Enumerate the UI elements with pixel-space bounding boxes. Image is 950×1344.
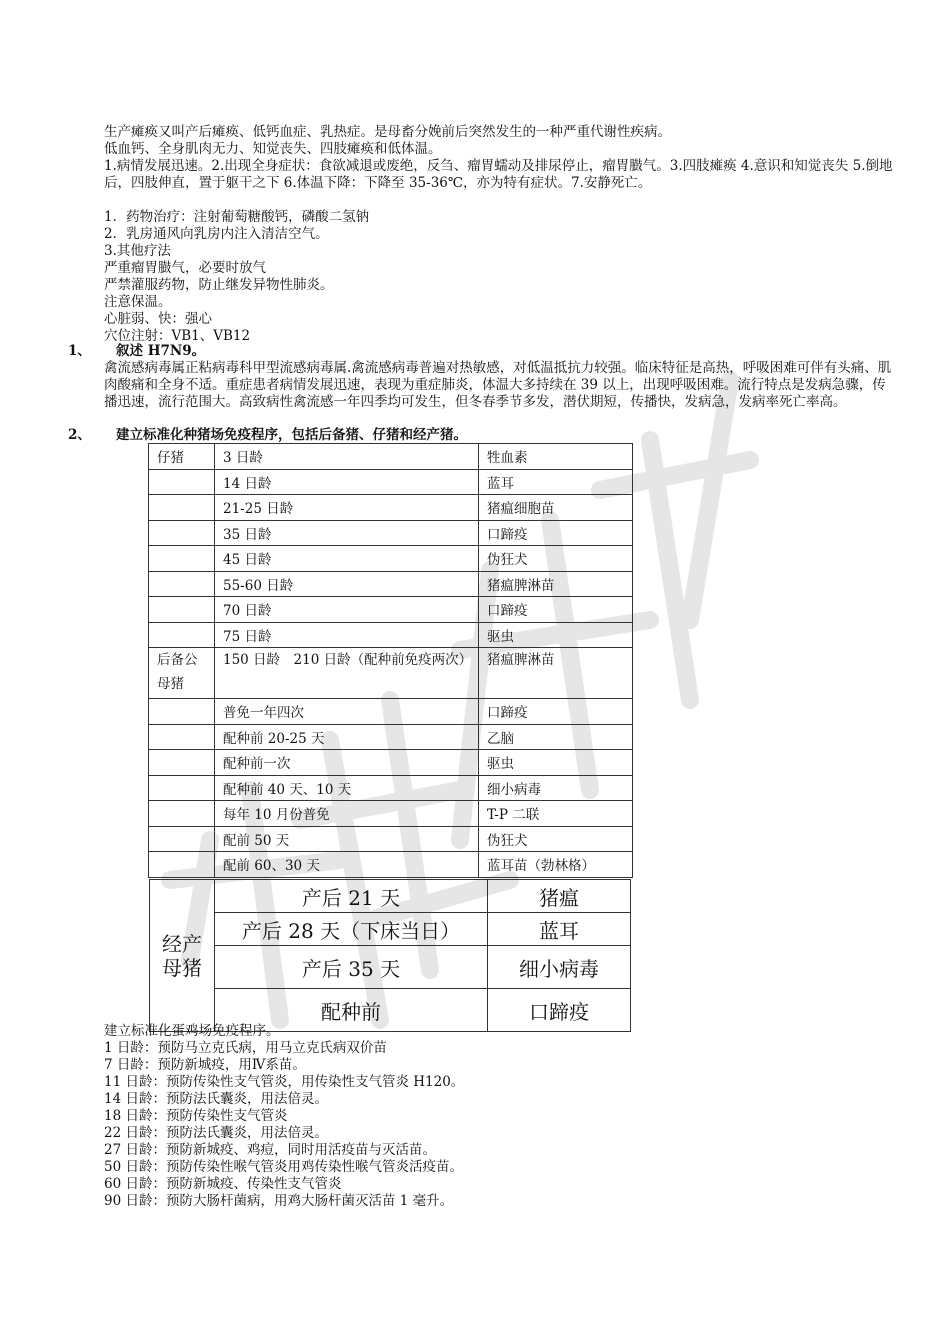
vaccine-cell: 口蹄疫 [479, 699, 633, 725]
vaccine-cell: 猪瘟脾淋苗 [479, 648, 633, 699]
age-cell: 配种前 40 天、10 天 [215, 775, 479, 801]
group-cell [149, 826, 215, 852]
group-cell [149, 546, 215, 572]
group-cell [149, 571, 215, 597]
group-cell [149, 699, 215, 725]
chicken-line: 18 日龄：预防传染性支气管炎 [104, 1108, 288, 1124]
piglet-immunization-table [148, 443, 633, 878]
age-cell: 配前 50 天 [215, 826, 479, 852]
section-2-number: 2、 [68, 427, 91, 443]
age-cell: 75 日龄 [215, 622, 479, 648]
table-row [149, 444, 633, 470]
chicken-line: 22 日龄：预防法氏囊炎，用法倍灵。 [104, 1125, 328, 1141]
chicken-line: 60 日龄：预防新城疫、传染性支气管炎 [104, 1176, 342, 1192]
age-cell: 配种前 20-25 天 [215, 724, 479, 750]
age-cell: 3 日龄 [215, 444, 479, 470]
treatment-7: 心脏弱、快：强心 [104, 311, 212, 327]
treatment-8: 穴位注射：VB1、VB12 [104, 328, 251, 344]
group-cell [149, 622, 215, 648]
sow-vaccine-cell: 口蹄疫 [488, 989, 631, 1032]
sow-vaccine-cell: 细小病毒 [488, 946, 631, 989]
table-row [149, 597, 633, 623]
vaccine-cell: 猪瘟细胞苗 [479, 495, 633, 521]
table-row [149, 622, 633, 648]
treatment-1: 1．药物治疗：注射葡萄糖酸钙，磷酸二氢钠 [104, 209, 370, 225]
sow-time-cell: 产后 28 天（下床当日） [215, 913, 488, 946]
group-cell [149, 469, 215, 495]
section-1-title: 叙述 H7N9。 [116, 343, 206, 359]
chicken-line: 7 日龄：预防新城疫，用Ⅳ系苗。 [104, 1057, 306, 1073]
vaccine-cell: 驱虫 [479, 750, 633, 776]
chicken-line: 50 日龄：预防传染性喉气管炎用鸡传染性喉气管炎活疫苗。 [104, 1159, 463, 1175]
table-row [149, 750, 633, 776]
sow-time-cell: 产后 35 天 [215, 946, 488, 989]
sow-time-cell: 产后 21 天 [215, 880, 488, 913]
section-2-title: 建立标准化种猪场免疫程序，包括后备猪、仔猪和经产猪。 [116, 427, 467, 443]
chicken-line: 14 日龄：预防法氏囊炎，用法倍灵。 [104, 1091, 328, 1107]
table-row [149, 775, 633, 801]
vaccine-cell: 伪狂犬 [479, 546, 633, 572]
vaccine-cell: 细小病毒 [479, 775, 633, 801]
table-row [149, 699, 633, 725]
chicken-line: 27 日龄：预防新城疫、鸡痘，同时用活疫苗与灭活苗。 [104, 1142, 436, 1158]
age-cell: 21-25 日龄 [215, 495, 479, 521]
age-cell: 每年 10 月份普免 [215, 801, 479, 827]
symptoms-paragraph: 1.病情发展迅速。2.出现全身症状：食欲减退或废绝，反刍、瘤胃蠕动及排尿停止，瘤胃臌气。3.四肢瘫痪 4.意识和知觉丧失 5.倒地后，四肢伸直，置于躯干之下 6.体温下降：下降至 35-36℃，亦为特有症状。7.安静死亡。 [104, 158, 893, 191]
sow-group-label: 经产母猪 [150, 880, 215, 1032]
table-row [149, 852, 633, 878]
table-row [149, 546, 633, 572]
table-row [149, 571, 633, 597]
group-cell [149, 852, 215, 878]
vaccine-cell: 蓝耳 [479, 469, 633, 495]
chicken-title: 建立标准化蛋鸡场免疫程序。 [104, 1023, 280, 1039]
group-cell [149, 495, 215, 521]
vaccine-cell: 猪瘟脾淋苗 [479, 571, 633, 597]
sow-vaccine-cell: 蓝耳 [488, 913, 631, 946]
sow-immunization-table [149, 879, 631, 1032]
chicken-line: 11 日龄：预防传染性支气管炎，用传染性支气管炎 H120。 [104, 1074, 465, 1090]
vaccine-cell: T-P 二联 [479, 801, 633, 827]
intro-line-1: 生产瘫痪又叫产后瘫痪、低钙血症、乳热症。是母畜分娩前后突然发生的一种严重代谢性疾病。 [104, 124, 671, 140]
treatment-2: 2．乳房通风向乳房内注入清洁空气。 [104, 226, 329, 242]
vaccine-cell: 口蹄疫 [479, 520, 633, 546]
age-cell: 45 日龄 [215, 546, 479, 572]
group-cell [149, 775, 215, 801]
vaccine-cell: 牲血素 [479, 444, 633, 470]
table-row [149, 469, 633, 495]
group-cell [149, 750, 215, 776]
table-row [149, 801, 633, 827]
age-cell: 配种前一次 [215, 750, 479, 776]
table-row [149, 648, 633, 699]
age-cell: 55-60 日龄 [215, 571, 479, 597]
section-1-number: 1、 [68, 343, 91, 359]
vaccine-cell: 乙脑 [479, 724, 633, 750]
table-row [149, 495, 633, 521]
age-cell: 70 日龄 [215, 597, 479, 623]
chicken-line: 90 日龄：预防大肠杆菌病，用鸡大肠杆菌灭活苗 1 毫升。 [104, 1193, 454, 1209]
group-cell [149, 520, 215, 546]
sow-time-cell: 配种前 [215, 989, 488, 1032]
age-cell: 35 日龄 [215, 520, 479, 546]
treatment-4: 严重瘤胃臌气，必要时放气 [104, 260, 266, 276]
group-cell [149, 801, 215, 827]
age-cell: 14 日龄 [215, 469, 479, 495]
age-cell: 150 日龄 210 日龄（配种前免疫两次） [215, 648, 479, 699]
group-cell: 仔猪 [149, 444, 215, 470]
table-row [149, 724, 633, 750]
table-row [149, 520, 633, 546]
vaccine-cell: 伪狂犬 [479, 826, 633, 852]
vaccine-cell: 口蹄疫 [479, 597, 633, 623]
treatment-6: 注意保温。 [104, 294, 172, 310]
vaccine-cell: 驱虫 [479, 622, 633, 648]
group-cell [149, 597, 215, 623]
section-1-body: 禽流感病毒属正粘病毒科甲型流感病毒属.禽流感病毒普遍对热敏感，对低温抵抗力较强。临床特征是高热，呼吸困难可伴有头痛、肌肉酸痛和全身不适。重症患者病情发展迅速，表现为重症肺炎，体温大多持续在 39 以上，出现呼吸困难。流行特点是发病急骤，传播迅速，流行范围大。高致病性禽流感一年四季均可发生，但冬春季节多发，潜伏期短，传播快，发病急，发病率死亡率高。 [104, 360, 892, 410]
age-cell: 普免一年四次 [215, 699, 479, 725]
group-cell: 后备公母猪 [149, 648, 215, 699]
age-cell: 配前 60、30 天 [215, 852, 479, 878]
vaccine-cell: 蓝耳苗（勃林格） [479, 852, 633, 878]
intro-line-2: 低血钙、全身肌肉无力、知觉丧失、四肢瘫痪和低体温。 [104, 141, 442, 157]
chicken-line: 1 日龄：预防马立克氏病，用马立克氏病双价苗 [104, 1040, 387, 1056]
treatment-3: 3.其他疗法 [104, 243, 171, 259]
group-cell [149, 724, 215, 750]
table-row [149, 826, 633, 852]
sow-vaccine-cell: 猪瘟 [488, 880, 631, 913]
treatment-5: 严禁灌服药物，防止继发异物性肺炎。 [104, 277, 334, 293]
